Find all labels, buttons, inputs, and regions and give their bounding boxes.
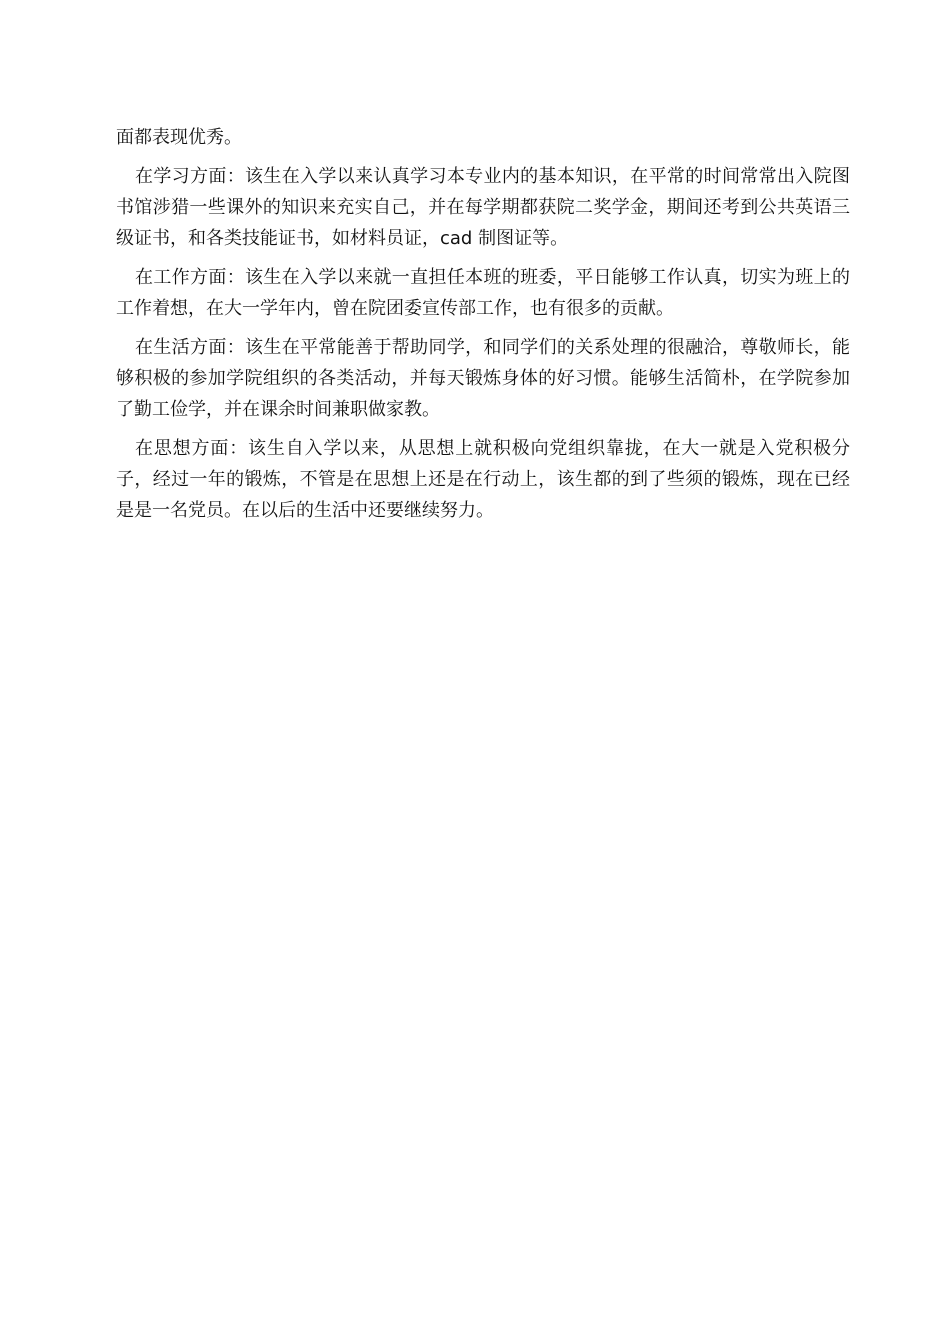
paragraph-continuation: 面都表现优秀。 (116, 127, 242, 148)
paragraph-study: 在学习方面：该生在入学以来认真学习本专业内的基本知识，在平常的时间常常出入院图书馆涉猎一些课外的知识来充实自己，并在每学期都获院二奖学金，期间还考到公共英语三级证书，和各类技能证书，如材料员证，cad 制图证等。 (116, 166, 850, 249)
paragraph-work: 在工作方面：该生在入学以来就一直担任本班的班委，平日能够工作认真，切实为班上的工作着想，在大一学年内，曾在院团委宣传部工作，也有很多的贡献。 (116, 267, 850, 319)
paragraph-life: 在生活方面：该生在平常能善于帮助同学，和同学们的关系处理的很融洽，尊敬师长，能够积极的参加学院组织的各类活动，并每天锻炼身体的好习惯。能够生活简朴，在学院参加了勤工俭学，并在课余时间兼职做家教。 (116, 337, 850, 420)
document-body (116, 122, 850, 534)
paragraph-thought: 在思想方面：该生自入学以来，从思想上就积极向党组织靠拢，在大一就是入党积极分子，经过一年的锻炼，不管是在思想上还是在行动上，该生都的到了些须的锻炼，现在已经是是一名党员。在以后的生活中还要继续努力。 (116, 438, 850, 521)
